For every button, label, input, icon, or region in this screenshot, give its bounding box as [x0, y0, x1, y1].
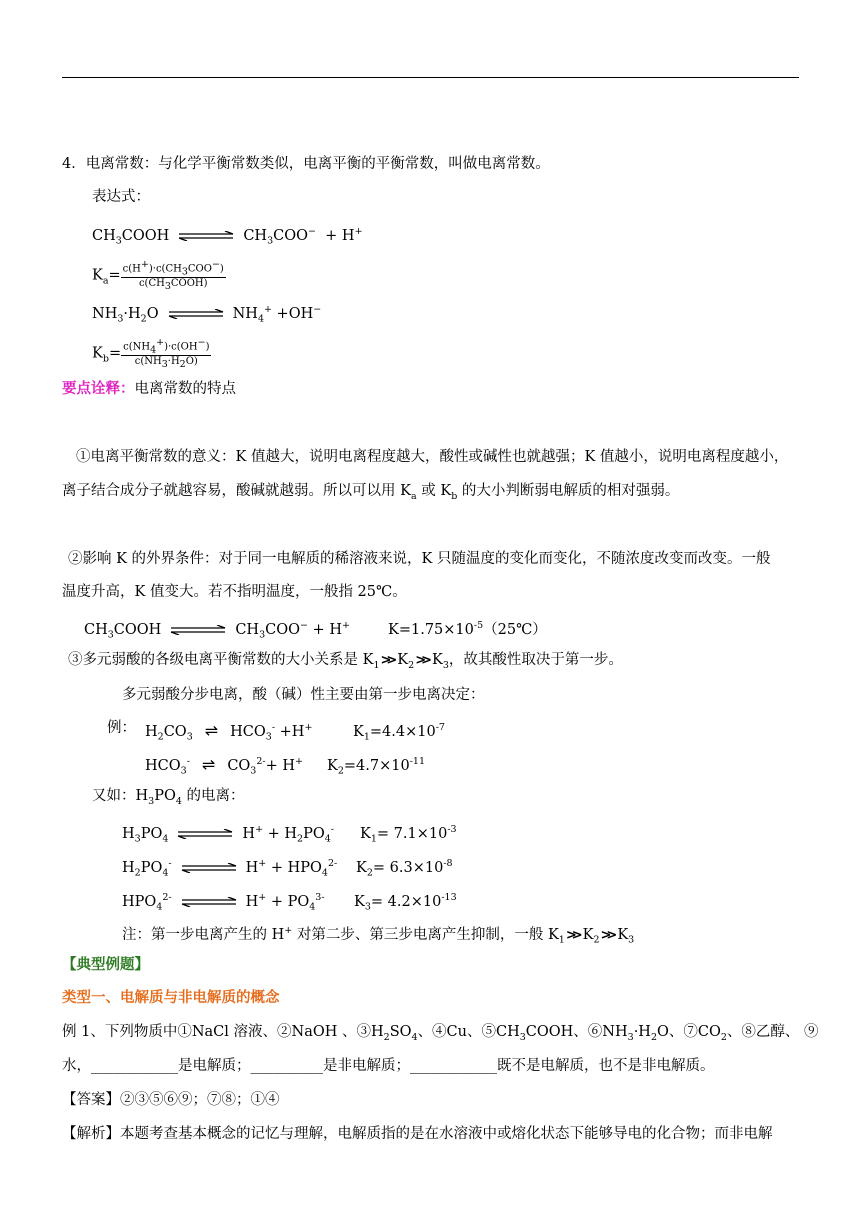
equilibrium-arrow-icon: [169, 625, 227, 635]
ka-expression: $K_a=$ $\frac{c(H^+)\cdot c(CH_3COO^-)}{c(CH_3COOH)}$: [92, 259, 224, 293]
point3-line: ③多元弱酸的各级电离平衡常数的大小关系是 $K_1>> K_2>> K_3$，故其酸性取决于第一步。: [68, 652, 623, 671]
k3-phosphoric: $K_3= 4.2\times 10^{-13}$: [354, 892, 457, 913]
keypoint-label: 要点诠释：: [62, 380, 135, 397]
point2-line1: ②影响 K 的外界条件：对于同一电解质的稀溶液来说，K 只随温度的变化而变化，不随浓度改变而改变。一般: [68, 551, 771, 567]
equilibrium-arrow-icon: [176, 829, 234, 839]
answer: 【答案】②③⑤⑥⑨；⑦⑧；①④: [62, 1092, 280, 1108]
expression-label: 表达式：: [92, 189, 150, 205]
equation-ammonia: $NH_3\cdot H_2O$ $NH_4^+ +OH^-$: [92, 304, 322, 325]
point2-line2: 温度升高，K 值变大。若不指明温度，一般指 25℃。: [62, 584, 407, 600]
example1-line2: 水，____________是电解质；__________是非电解质；____________既不是电解质，也不是非电解质。: [62, 1058, 715, 1074]
typical-header: 【典型例题】: [62, 956, 149, 973]
kb-expression: $K_b=$ $\frac{c(NH_4^+)\cdot c(OH^-)}{c(NH_3\cdot H_2O)}$: [92, 337, 210, 371]
kb-fraction: $\frac{c(NH_4^+)\cdot c(OH^-)}{c(NH_3\cdot H_2O)}$: [123, 337, 210, 371]
point1-line2: 离子结合成分子就越容易，酸碱就越弱。所以可以用 $K_a$ 或 $K_b$ 的大小判断弱电解质的相对强弱。: [62, 483, 680, 502]
k1-phosphoric: $K_1= 7.1\times 10^{-3}$: [360, 824, 457, 845]
reversible-arrow-icon: ⇌: [201, 754, 216, 774]
k2-carbonic: $K_2=4.7\times 10^{-11}$: [327, 756, 426, 777]
header-rule: [62, 77, 799, 78]
note-line: 注：第一步电离产生的 H+ 对第二步、第三步电离产生抑制，一般 $K_1>> K_2>> K_3$: [122, 925, 635, 946]
reversible-arrow-icon: ⇌: [204, 720, 219, 740]
acetic-k-value: $K=1.75\times 10^{-5}(25℃)$: [388, 620, 547, 638]
equation-phosphoric-1: $H_3PO_4$ $H^+ + H_2PO_4^-$: [122, 824, 335, 845]
k1-carbonic: $K_1=4.4\times 10^{-7}$: [353, 722, 445, 743]
also-label: 又如：$H_3PO_4$ 的电离：: [92, 788, 245, 807]
k2-phosphoric: $K_2= 6.3\times 10^{-8}$: [356, 858, 453, 879]
equation-carbonic-2: $HCO_3^-$ ⇌ $CO_3^{2-}+ H^+$: [145, 754, 303, 777]
example1-line1: 例 1、下列物质中①NaCl 溶液、②NaOH 、$③H_2SO_4$、④Cu、$⑤CH_3COOH$、$⑥NH_3\cdot H_2O$、$⑦CO_2$、⑧乙醇、 ⑨: [62, 1024, 819, 1043]
keypoint: [62, 379, 236, 399]
equation-phosphoric-3: $HPO_4^{2-}$ $H^+ + PO_4^{3-}$: [122, 892, 325, 913]
equation-acetic-k: $CH_3COOH$ $CH_3COO^- + H^+$: [84, 620, 350, 641]
equilibrium-arrow-icon: [177, 231, 235, 241]
point1-line1: ①电离平衡常数的意义：K 值越大，说明电离程度越大，酸性或碱性也就越强；K 值越小，说明电离程度越小，: [76, 449, 789, 465]
type1-heading: 类型一、电解质与非电解质的概念: [62, 989, 280, 1006]
equilibrium-arrow-icon: [167, 309, 225, 319]
analysis: 【解析】本题考查基本概念的记忆与理解，电解质指的是在水溶液中或熔化状态下能够导电的化合物；而非电解: [62, 1126, 773, 1142]
equation-acetic: $CH_3COOH$ $CH_3COO^- + H^+$: [92, 226, 363, 247]
example-label: 例：: [107, 720, 136, 736]
keypoint-text: 电离常数的特点: [134, 381, 236, 397]
point3-subtext: 多元弱酸分步电离，酸（碱）性主要由第一步电离决定：: [122, 687, 485, 703]
equilibrium-arrow-icon: [180, 897, 238, 907]
equation-carbonic-1: $H_2CO_3$ ⇌ $HCO_3^- +H^+$: [145, 720, 313, 743]
ka-fraction: $\frac{c(H^+)\cdot c(CH_3COO^-)}{c(CH_3COOH)}$: [122, 259, 224, 293]
section-heading: 4．电离常数：与化学平衡常数类似，电离平衡的平衡常数，叫做电离常数。: [62, 156, 550, 172]
equation-phosphoric-2: $H_2PO_4^-$ $H^+ + HPO_4^{2-}$: [122, 858, 338, 879]
equilibrium-arrow-icon: [180, 863, 238, 873]
